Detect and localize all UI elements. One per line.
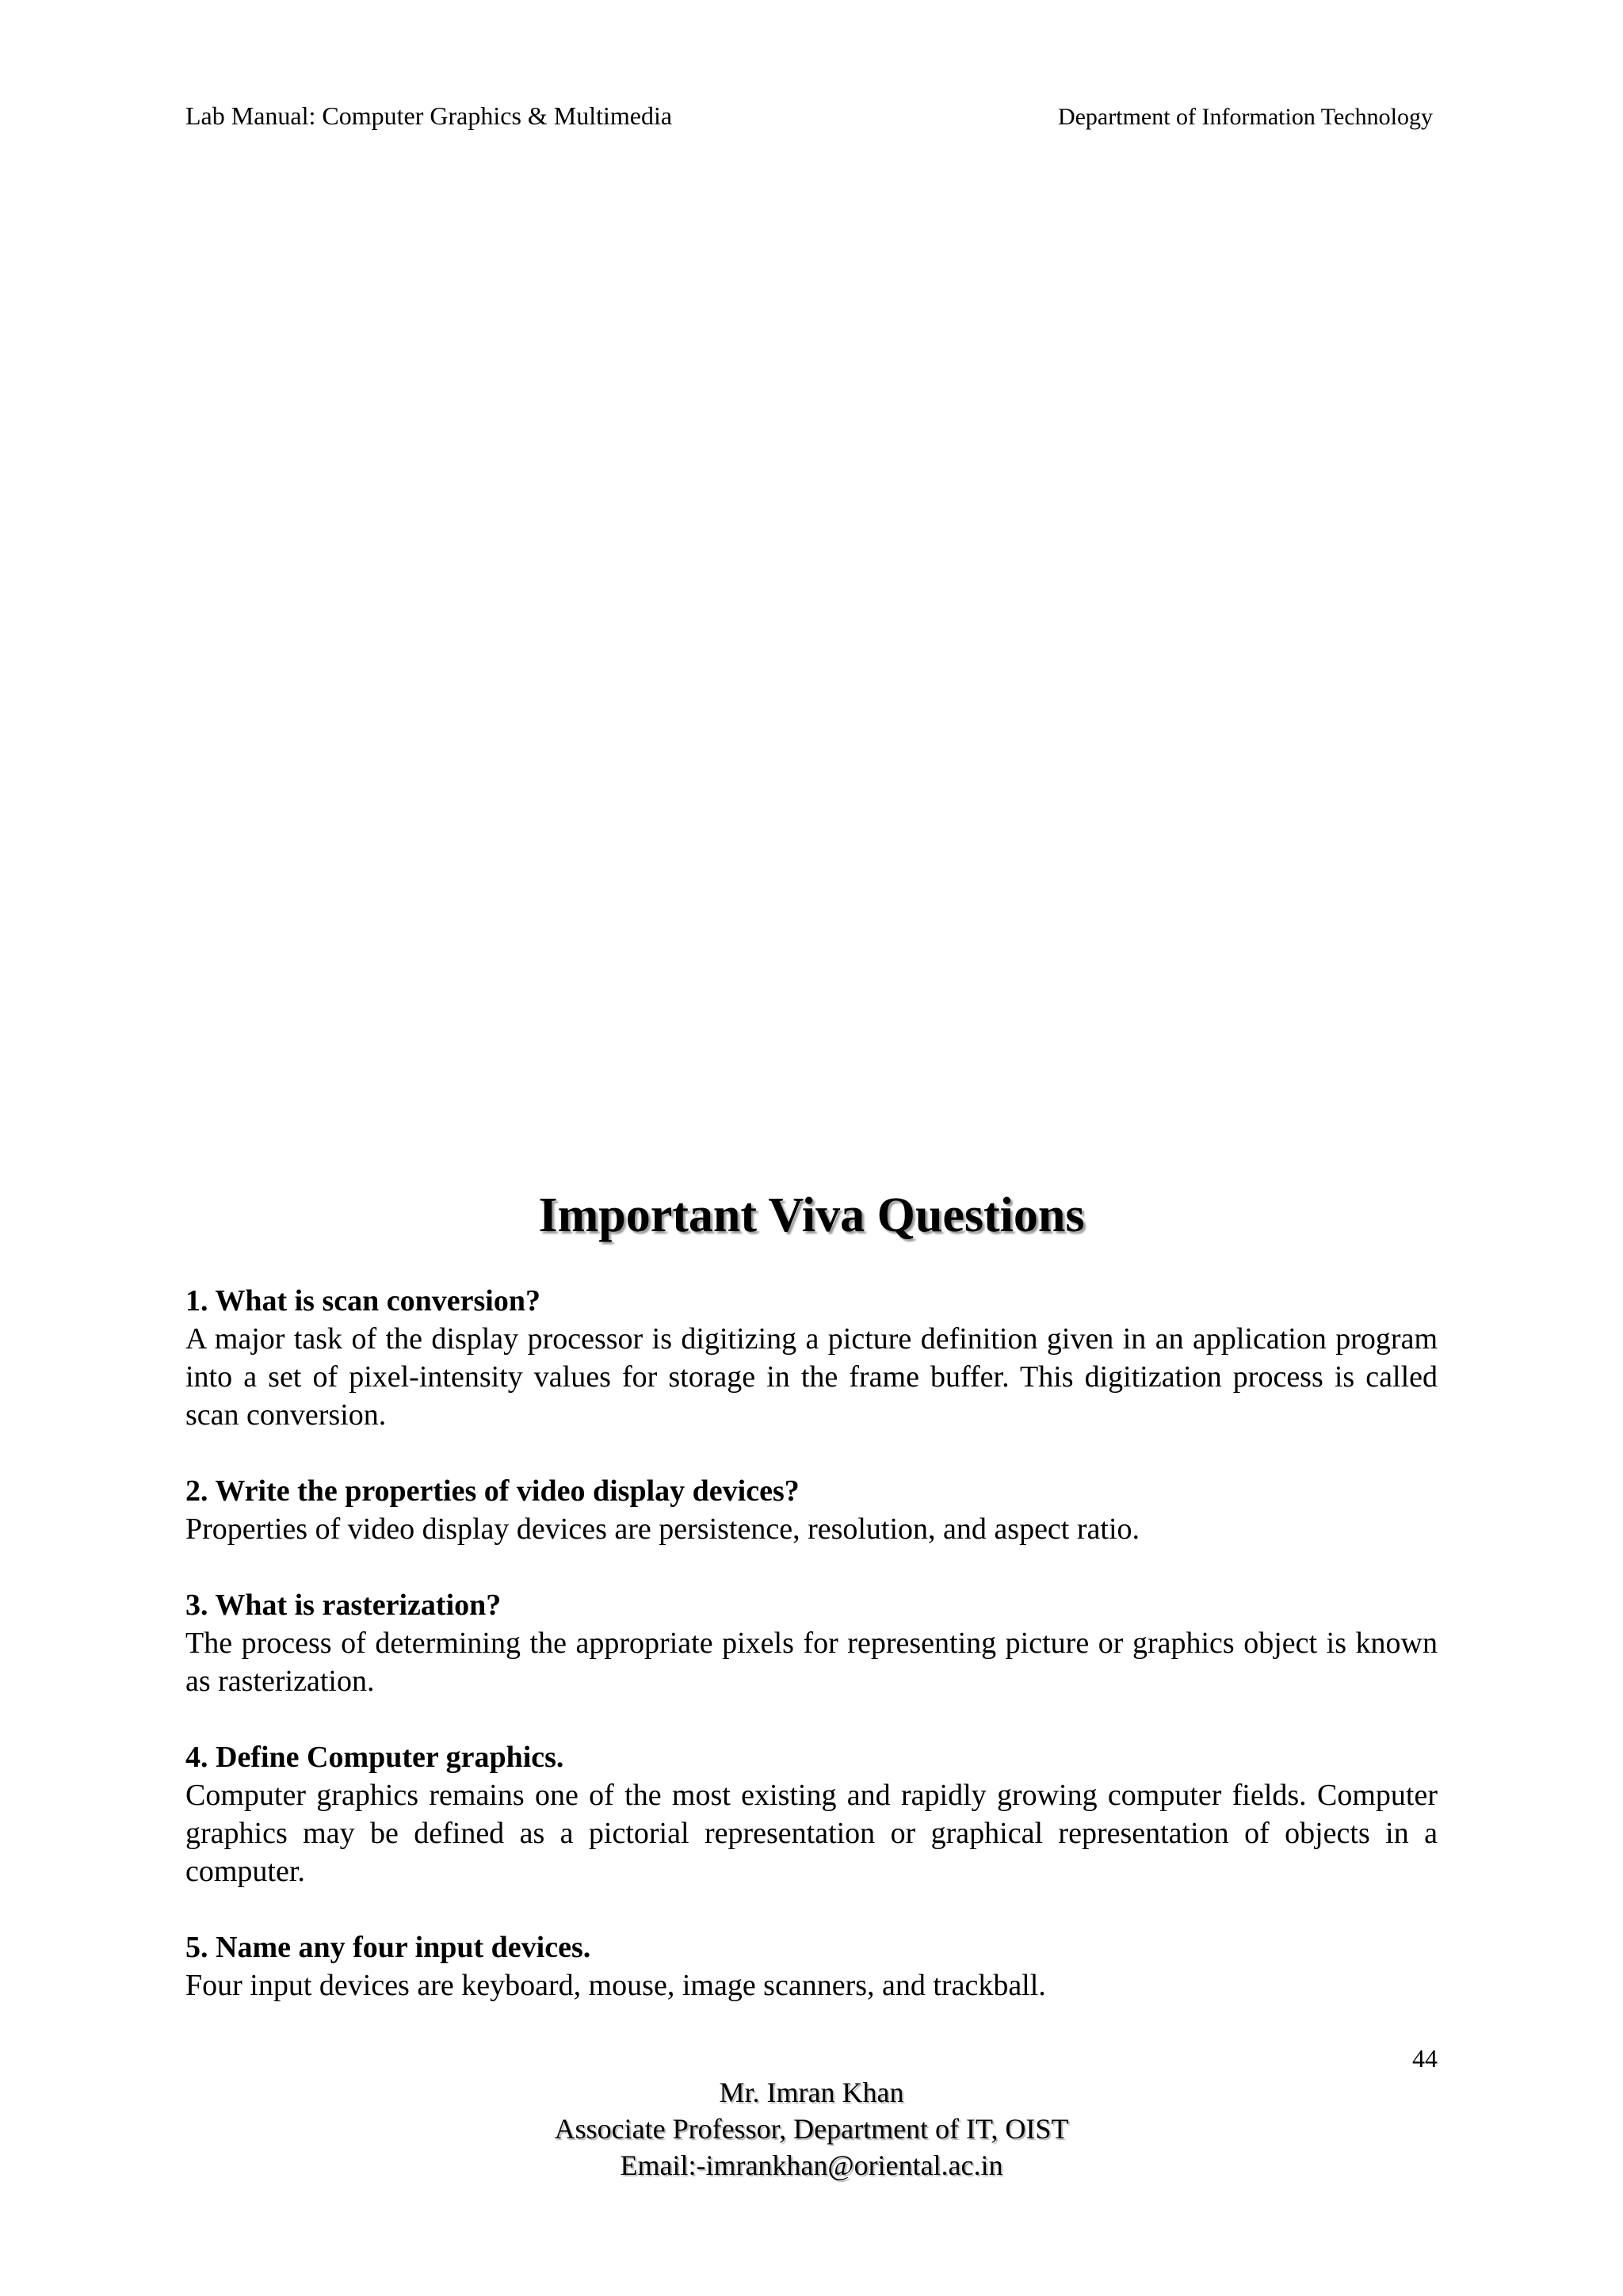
answer-text: Four input devices are keyboard, mouse, image scanners, and trackball. — [185, 1969, 1046, 2002]
question-text: 4. Define Computer graphics. — [185, 1741, 564, 1774]
running-header-title: Lab Manual: Computer Graphics & Multimedia — [185, 101, 673, 130]
question-item-2 — [185, 1472, 1438, 1548]
question-item-1 — [185, 1282, 1438, 1434]
footer-author-position: Associate Professor, Department of IT, OIST — [554, 2113, 1069, 2145]
page-title: Important Viva Questions — [538, 1188, 1085, 1242]
question-item-3 — [185, 1586, 1438, 1700]
question-text: 2. Write the properties of video display devices? — [185, 1474, 800, 1508]
answer-text: The process of determining the appropriate pixels for representing picture or graphics object is known as rasterization. — [185, 1627, 1438, 1698]
page-footer — [0, 2074, 1623, 2183]
question-text: 5. Name any four input devices. — [185, 1931, 591, 1964]
answer-text: Properties of video display devices are persistence, resolution, and aspect ratio. — [185, 1512, 1140, 1546]
answer-text: Computer graphics remains one of the most existing and rapidly growing computer fields. Computer graphics may be defined as a pictorial representation or graphical representation of objects in a computer. — [185, 1779, 1438, 1888]
question-text: 3. What is rasterization? — [185, 1589, 502, 1622]
question-text: 1. What is scan conversion? — [185, 1284, 540, 1318]
viva-question-list — [185, 1282, 1438, 2042]
running-header-department: Department of Information Technology — [1057, 104, 1433, 130]
question-item-4 — [185, 1738, 1438, 1890]
page-number: 44 — [1412, 2044, 1438, 2073]
answer-text: A major task of the display processor is digitizing a picture definition given in an application program into a set of pixel-intensity values for storage in the frame buffer. This digitization process is called scan conversion. — [185, 1322, 1438, 1432]
question-item-5 — [185, 1928, 1438, 2004]
footer-author-name: Mr. Imran Khan — [719, 2077, 904, 2108]
footer-author-email: Email:-imrankhan@oriental.ac.in — [620, 2149, 1003, 2181]
